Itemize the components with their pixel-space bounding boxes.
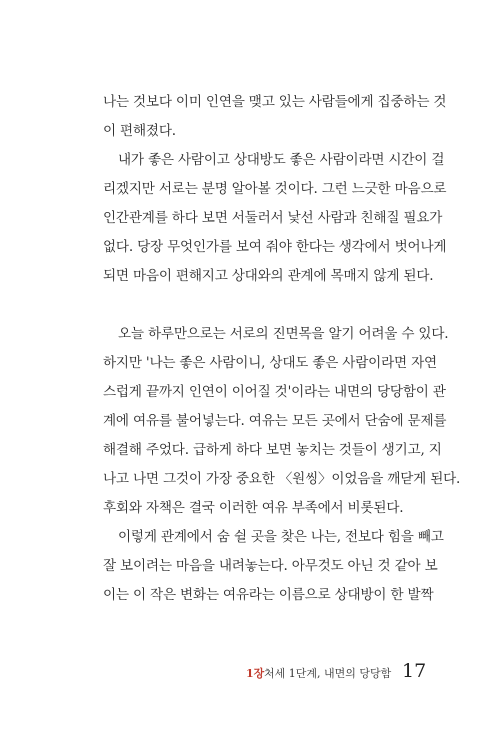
text-line: 나고 나면 그것이 가장 중요한 〈원씽〉이었음을 깨닫게 된다.: [103, 471, 461, 487]
page-footer: [0, 660, 500, 684]
page-number: 17: [402, 660, 427, 682]
text-line: 잘 보이려는 마음을 내려놓는다. 아무것도 아닌 것 같아 보: [103, 558, 438, 574]
chapter-label: 1장: [246, 667, 265, 680]
text-line: 해결해 주었다. 급하게 하다 보면 놓치는 것들이 생기고, 지: [103, 442, 442, 458]
text-line: 후회와 자책은 결국 이러한 여유 부족에서 비롯된다.: [103, 500, 404, 516]
text-line: 내가 좋은 사람이고 상대방도 좋은 사람이라면 시간이 걸: [118, 152, 445, 168]
text-line: 없다. 당장 무엇인가를 보여 줘야 한다는 생각에서 벗어나게: [103, 239, 447, 255]
text-line: 되면 마음이 편해지고 상대와의 관계에 목매지 않게 된다.: [103, 268, 434, 284]
text-line: 하지만 '나는 좋은 사람이니, 상대도 좋은 사람이라면 자연: [103, 355, 437, 371]
text-line: 이 편해졌다.: [103, 123, 176, 139]
text-line: 이는 이 작은 변화는 여유라는 이름으로 상대방이 한 발짝: [103, 587, 434, 603]
text-line: 오늘 하루만으로는 서로의 진면목을 알기 어려울 수 있다.: [118, 326, 449, 342]
text-line: 스럽게 끝까지 인연이 이어질 것'이라는 내면의 당당함이 관: [103, 384, 446, 400]
text-line: 나는 것보다 이미 인연을 맺고 있는 사람들에게 집중하는 것: [103, 94, 447, 110]
text-line: 계에 여유를 불어넣는다. 여유는 모든 곳에서 단숨에 문제를: [103, 413, 447, 429]
running-title: 처세 1단계, 내면의 당당함: [264, 667, 392, 680]
text-line: 인간관계를 하다 보면 서둘러서 낯선 사람과 친해질 필요가: [103, 210, 443, 226]
text-line: 이렇게 관계에서 숨 쉴 곳을 찾은 나는, 전보다 힘을 빼고: [118, 529, 444, 545]
text-line: 리겠지만 서로는 분명 알아볼 것이다. 그런 느긋한 마음으로: [103, 181, 447, 197]
